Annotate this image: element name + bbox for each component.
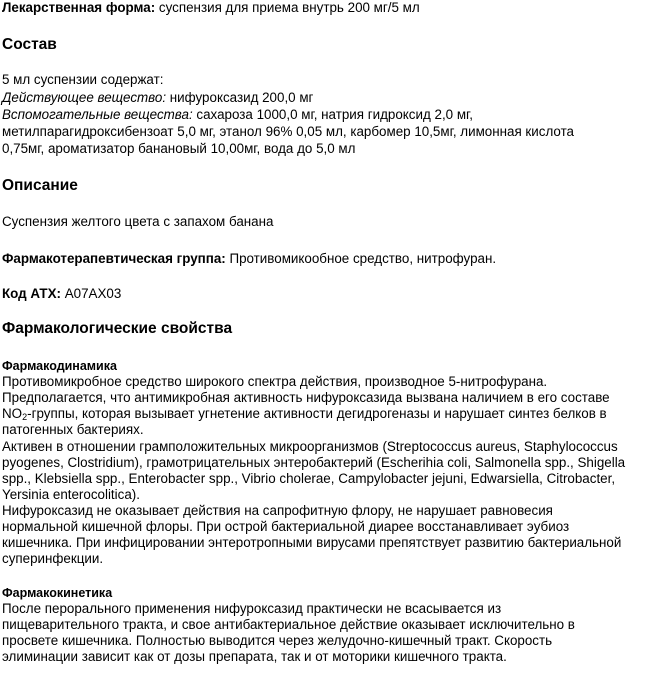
pharmacodynamics-line-10: нормальной кишечной флоры. При острой бактериальной диарее восстанавливает эубиоз	[2, 519, 570, 534]
pharmacodynamics-line-4: патогенных бактериях.	[2, 422, 144, 437]
no2-subscript: 2	[22, 412, 28, 422]
pharmacodynamics-line-12: суперинфекции.	[2, 551, 104, 566]
atc-label: Код АТХ:	[2, 286, 61, 301]
pharmacodynamics-line-3	[2, 406, 607, 423]
excipients-value: сахароза 1000,0 мг, натрия гидроксид 2,0 мг,	[192, 107, 474, 122]
pharmacodynamics-line-5: Активен в отношении грамположительных микроорганизмов (Streptococcus aureus, Staphylococcus	[2, 439, 618, 454]
pharmacodynamics-line-6: pyogenes, Clostridium), грамотрицательных энтеробактерий (Escherihia coli, Salmonella spp., Shigella	[2, 455, 626, 470]
composition-heading: Состав	[2, 36, 57, 53]
pharmacokinetics-line-4: элиминации зависит как от дозы препарата, так и от моторики кишечного тракта.	[2, 649, 507, 664]
pharmacokinetics-title: Фармакокинетика	[2, 586, 113, 600]
excipients-line-3: 0,75мг, ароматизатор банановый 10,00мг, вода до 5,0 мл	[2, 141, 356, 156]
description-heading: Описание	[2, 177, 78, 194]
atc-value: A07AX03	[60, 286, 122, 301]
pharmacodynamics-line-1: Противомикробное средство широкого спектра действия, производное 5-нитрофурана.	[2, 374, 548, 389]
pharmacodynamics-line-9: Нифуроксазид не оказывает действия на сапрофитную флору, не нарушает равновесия	[2, 503, 553, 518]
pharmacodynamics-line-2: Предполагается, что антимикробная активность нифуроксазида вызвана наличием в его составе	[2, 390, 610, 405]
pharmacokinetics-line-3: просвете кишечника. Полностью выводится через желудочно-кишечный тракт. Скорость	[2, 633, 553, 648]
pharmacodynamics-line-11: кишечника. При инфицировании энтеротропными вирусами препятствует развитию бактериальной	[2, 535, 622, 550]
dosage-form-line	[2, 0, 420, 17]
no2-formula: NO	[2, 406, 23, 421]
pharm-group-label: Фармакотерапевтическая группа:	[2, 251, 226, 266]
active-substance-value: нифуроксазид 200,0 мг	[166, 90, 314, 105]
pharmacodynamics-line-8: Yersinia enterocolitica).	[2, 487, 140, 502]
pharm-group-value: Противомикообное средство, нитрофуран.	[225, 251, 497, 266]
pharmacokinetics-line-2: пищеварительного тракта, и свое антибактериальное действие оказывает исключительно в	[2, 617, 575, 632]
excipients-line-2: метилпарагидроксибензоат 5,0 мг, этанол 96% 0,05 мл, карбомер 10,5мг, лимонная кислота	[2, 124, 575, 139]
pharmacology-heading: Фармакологические свойства	[2, 320, 233, 337]
pharmacodynamics-line-3-text: -группы, которая вызывает угнетение активности дегидрогеназы и нарушает синтез белков в	[27, 406, 607, 421]
dosage-form-value: суспензия для приема внутрь 200 мг/5 мл	[155, 0, 420, 15]
composition-intro: 5 мл суспензии содержат:	[2, 72, 164, 87]
pharmacokinetics-line-1: После перорального применения нифуроксазид практически не всасывается из	[2, 601, 502, 616]
pharmacodynamics-line-7: spp., Klebsiella spp., Enterobacter spp., Vibrio cholerae, Campylobacter jejuni, Edwarsiella, Citrobacter,	[2, 471, 616, 486]
dosage-form-label: Лекарственная форма:	[2, 0, 156, 15]
excipients-label: Вспомогательные вещества:	[2, 107, 193, 122]
pharmacodynamics-title: Фармакодинамика	[2, 359, 117, 373]
excipients-line	[2, 107, 473, 124]
active-substance-label: Действующее вещество:	[2, 90, 167, 105]
atc-line	[2, 286, 121, 303]
active-substance-line	[2, 90, 313, 107]
pharm-group-line	[2, 251, 496, 268]
description-text: Суспензия желтого цвета с запахом банана	[2, 214, 274, 229]
